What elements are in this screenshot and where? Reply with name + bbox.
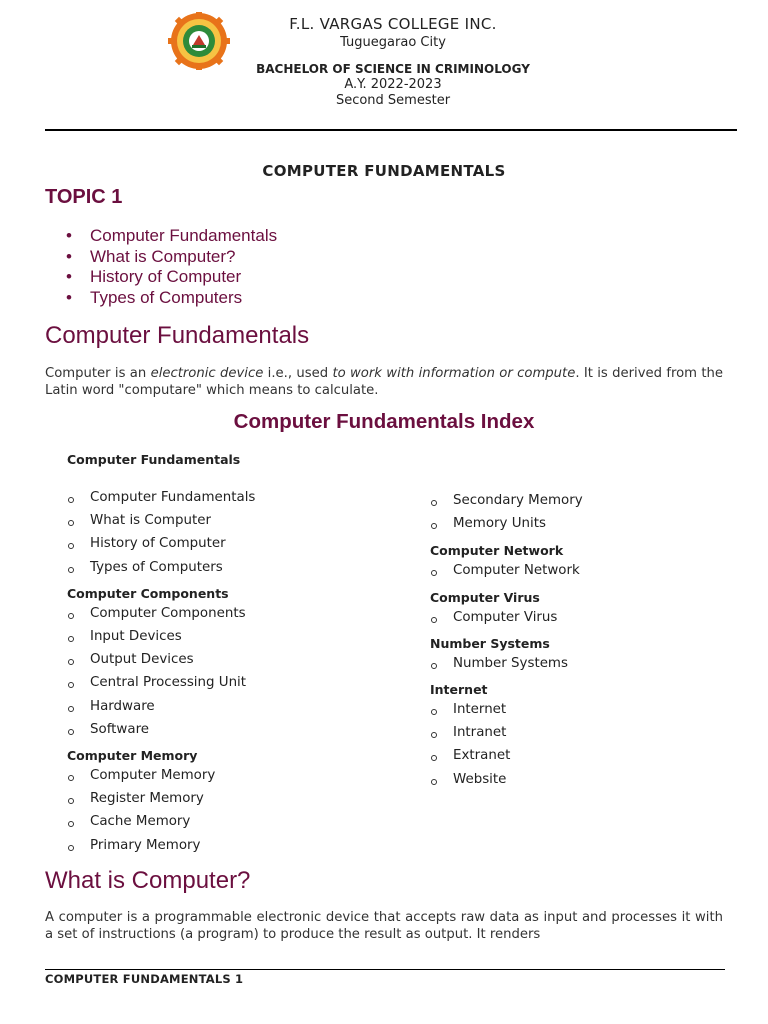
index-list bbox=[430, 489, 583, 535]
index-item: Input Devices bbox=[67, 625, 255, 648]
index-list bbox=[430, 606, 583, 629]
header-divider bbox=[45, 129, 737, 131]
college-name: F.L. VARGAS COLLEGE INC. bbox=[289, 15, 497, 33]
para-text: i.e., used bbox=[263, 366, 333, 381]
index-list bbox=[430, 559, 583, 582]
index-list bbox=[430, 652, 583, 675]
what-is-computer-paragraph: A computer is a programmable electronic device that accepts raw data as input and processes it with a set of instructions (a program) to produce the result as output. It renders bbox=[45, 910, 723, 942]
section-heading-what-is-computer: What is Computer? bbox=[45, 867, 251, 894]
index-group-heading: Computer Network bbox=[430, 543, 564, 559]
index-item: Number Systems bbox=[430, 652, 583, 675]
index-item: Central Processing Unit bbox=[67, 671, 255, 694]
footer-divider bbox=[45, 969, 725, 970]
index-item: Memory Units bbox=[430, 512, 583, 535]
index-item: Types of Computers bbox=[67, 556, 255, 579]
program-name: BACHELOR OF SCIENCE IN CRIMINOLOGY bbox=[256, 62, 530, 76]
college-seal-logo bbox=[163, 12, 235, 70]
index-item: What is Computer bbox=[67, 509, 255, 532]
index-group-heading: Computer Fundamentals bbox=[67, 452, 241, 467]
topic-item: • History of Computer bbox=[66, 267, 277, 288]
index-item: Register Memory bbox=[67, 787, 255, 810]
topic-item: • What is Computer? bbox=[66, 247, 277, 268]
index-item: Computer Virus bbox=[430, 606, 583, 629]
index-item: Internet bbox=[430, 698, 583, 721]
section-heading-computer-fundamentals: Computer Fundamentals bbox=[45, 322, 310, 349]
index-item: Computer Components bbox=[67, 602, 255, 625]
index-item: Primary Memory bbox=[67, 834, 255, 857]
topic-heading: TOPIC 1 bbox=[45, 186, 123, 208]
index-item: Extranet bbox=[430, 744, 583, 767]
academic-year: A.Y. 2022-2023 bbox=[344, 77, 442, 92]
para-text: . It is derived from the Latin word "computare" which means to calculate. bbox=[45, 366, 724, 398]
index-item: Output Devices bbox=[67, 648, 255, 671]
index-item: Intranet bbox=[430, 721, 583, 744]
index-right-column bbox=[430, 489, 583, 791]
definition-paragraph bbox=[45, 366, 723, 399]
index-item: Cache Memory bbox=[67, 810, 255, 833]
course-title: COMPUTER FUNDAMENTALS bbox=[262, 162, 506, 180]
para-text: Computer is an bbox=[45, 366, 151, 381]
para-emphasis: to work with information or compute bbox=[332, 366, 576, 381]
index-group-heading: Computer Components bbox=[67, 585, 229, 601]
index-item: Computer Fundamentals bbox=[67, 486, 255, 509]
index-group-heading: Computer Virus bbox=[430, 589, 540, 605]
topic-item: • Computer Fundamentals bbox=[66, 226, 277, 247]
para-emphasis: electronic device bbox=[150, 366, 264, 381]
college-city: Tuguegarao City bbox=[340, 35, 446, 50]
index-item: Computer Memory bbox=[67, 764, 255, 787]
index-item: Computer Network bbox=[430, 559, 583, 582]
index-group-heading: Computer Memory bbox=[67, 748, 198, 764]
index-item: History of Computer bbox=[67, 532, 255, 555]
index-item: Website bbox=[430, 768, 583, 791]
index-group-heading: Internet bbox=[430, 682, 488, 698]
index-item: Software bbox=[67, 718, 255, 741]
index-list bbox=[67, 602, 255, 741]
index-left-column bbox=[67, 452, 255, 857]
index-list bbox=[67, 764, 255, 857]
index-list bbox=[430, 698, 583, 791]
index-list bbox=[67, 486, 255, 579]
topic-item: • Types of Computers bbox=[66, 288, 277, 309]
index-item: Hardware bbox=[67, 695, 255, 718]
semester: Second Semester bbox=[335, 93, 451, 108]
index-title: Computer Fundamentals Index bbox=[233, 410, 535, 433]
index-group-heading: Number Systems bbox=[430, 635, 550, 651]
topic-list bbox=[66, 226, 277, 309]
document-header bbox=[232, 14, 554, 109]
page-footer: COMPUTER FUNDAMENTALS 1 bbox=[45, 972, 244, 986]
index-item: Secondary Memory bbox=[430, 489, 583, 512]
